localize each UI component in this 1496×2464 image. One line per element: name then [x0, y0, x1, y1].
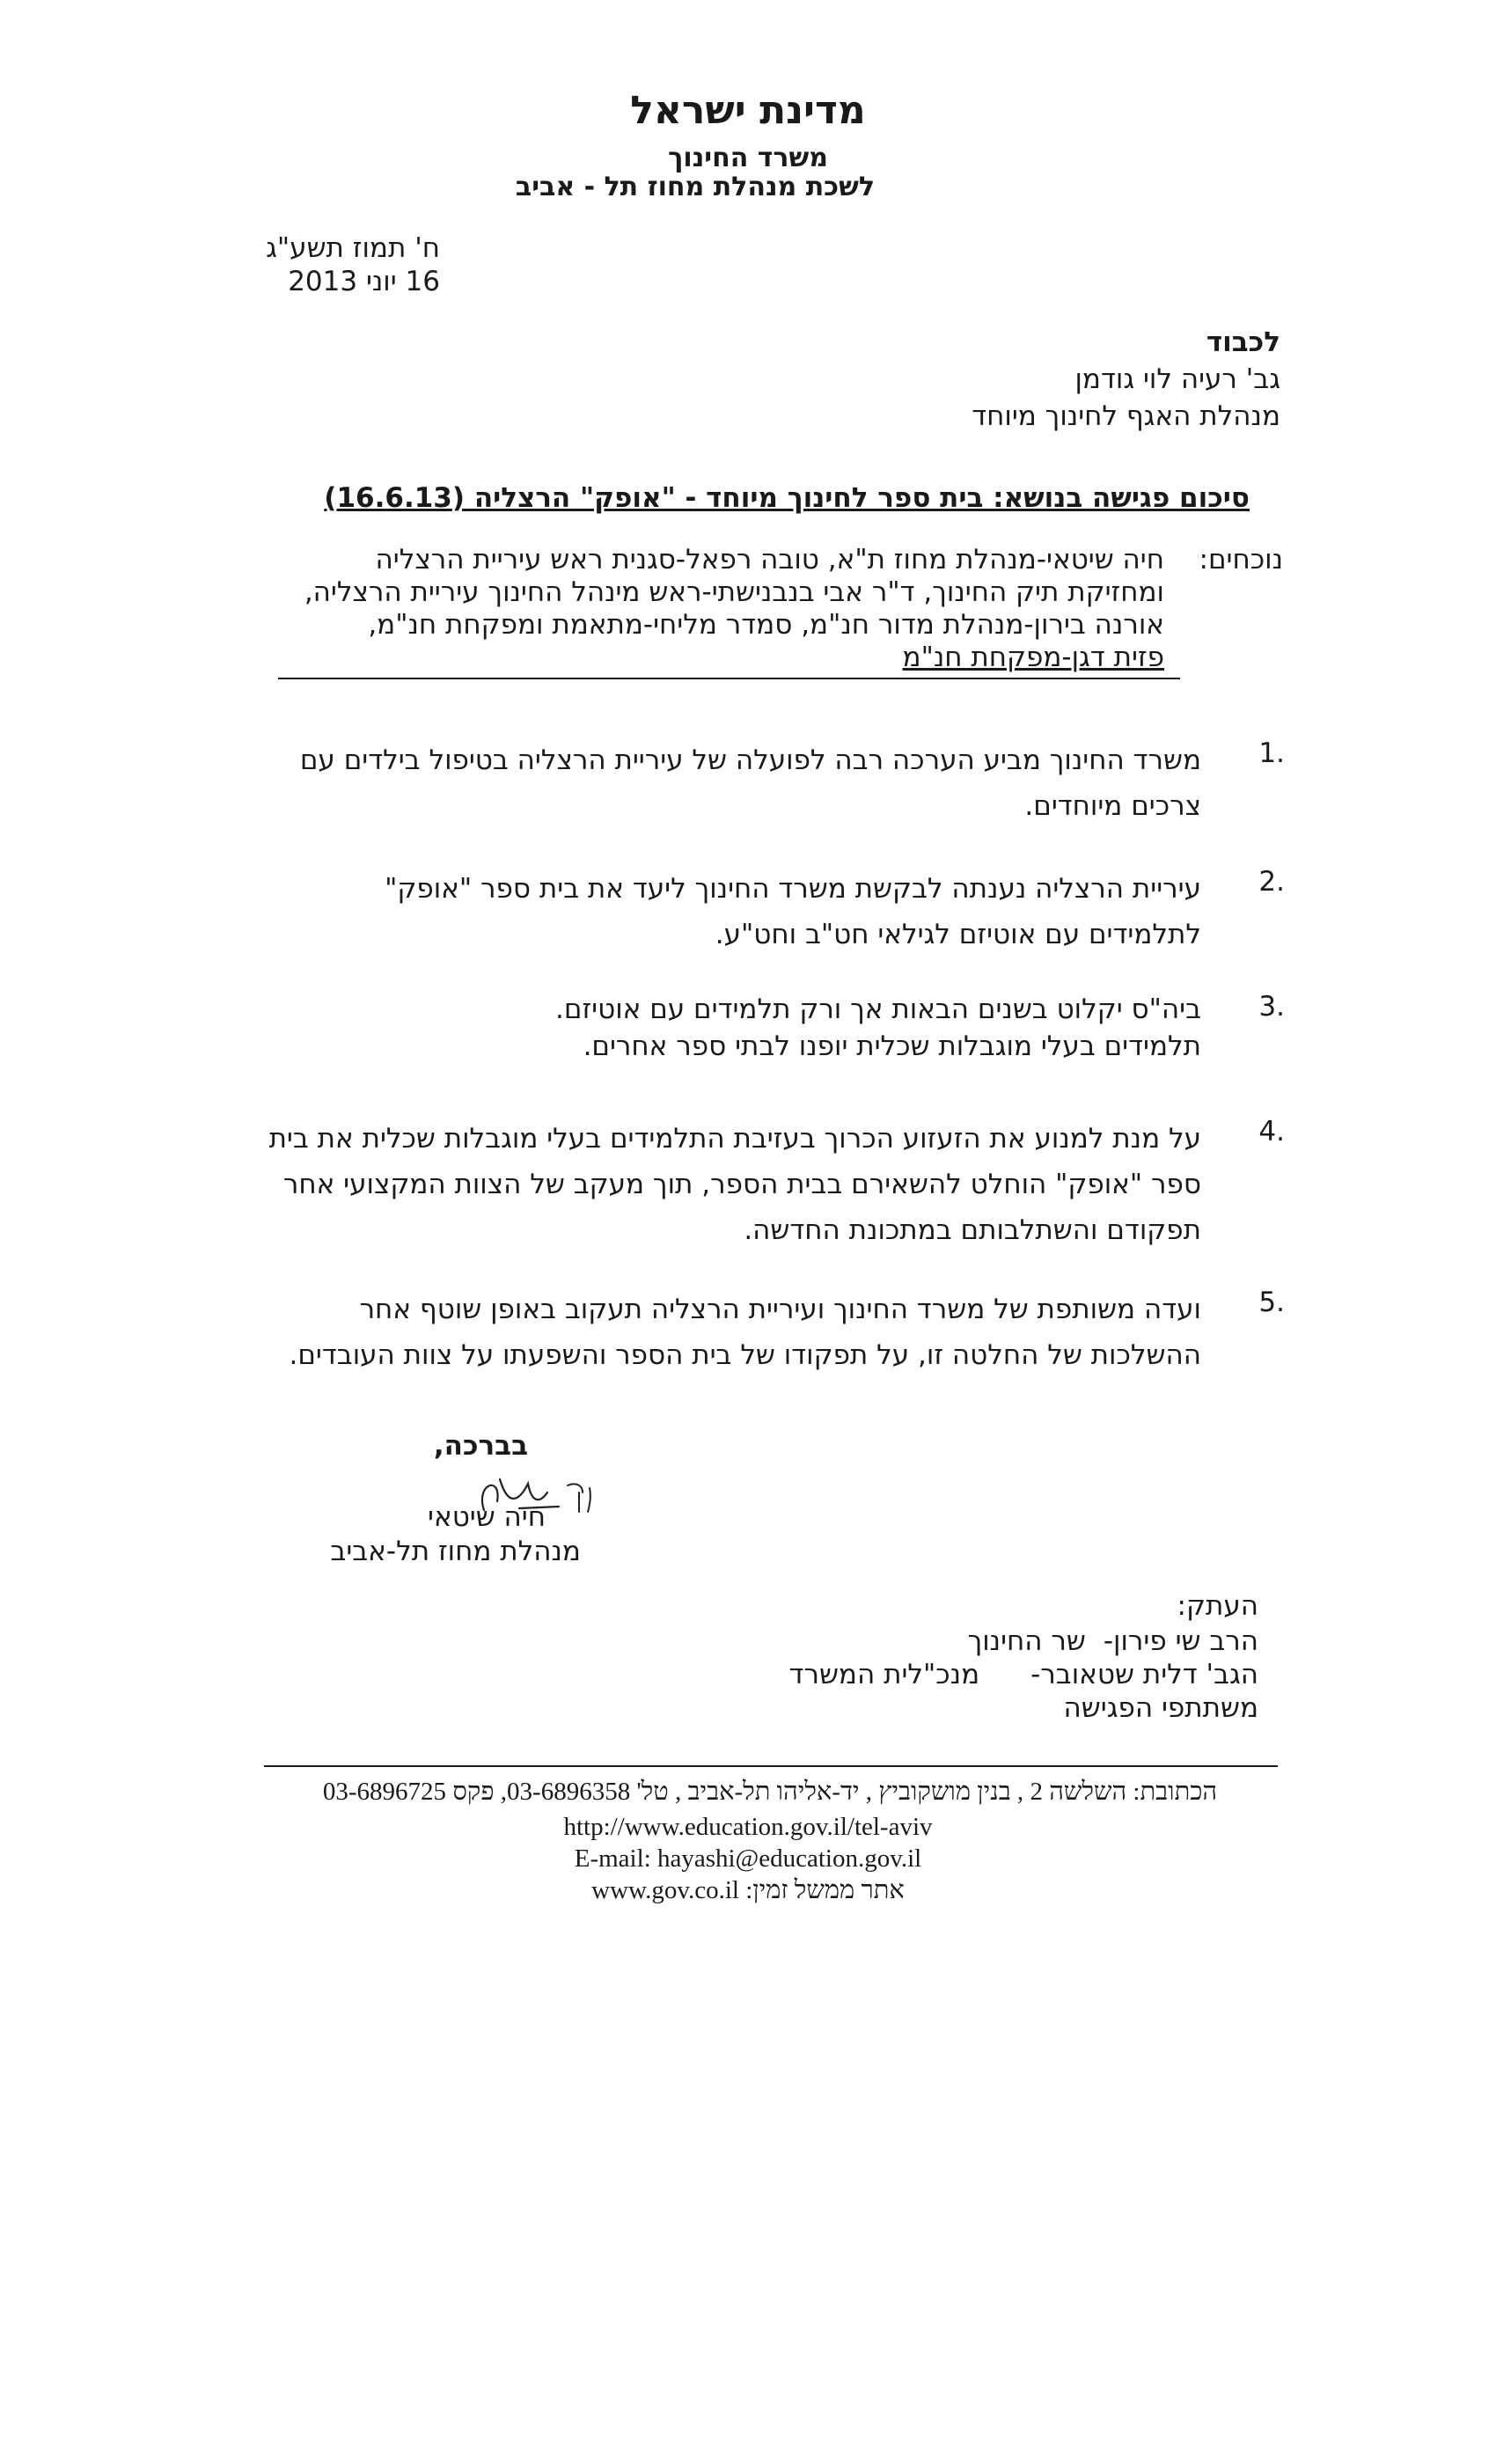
subject-line: סיכום פגישה בנושא: בית ספר לחינוך מיוחד - "אופק" הרצליה (16.6.13) — [324, 482, 1250, 514]
signatory-name: חיה שיטאי — [428, 1501, 546, 1533]
item-text — [224, 1116, 1201, 1253]
signatory-title: מנהלת מחוז תל-אביב — [330, 1536, 581, 1567]
item-line: צרכים מיוחדים. — [1024, 790, 1201, 822]
item-number: .4 — [1258, 1116, 1285, 1148]
attendees-line: אורנה בירון-מנהלת מדור חנ"מ, סמדר מליחי-מתאמת ומפקחת חנ"מ, — [368, 609, 1164, 641]
item-number: .1 — [1258, 737, 1285, 769]
item-number: .2 — [1258, 866, 1285, 898]
cc-recipient-name: הגב' דלית שטאובר- — [1030, 1659, 1258, 1690]
footer-gov-site[interactable]: www.gov.co.il :אתר ממשל זמין — [591, 1876, 905, 1904]
attendees-label: נוכחים: — [1199, 544, 1283, 576]
footer-address: הכתובת: השלשה 2 , בנין מושקוביץ , יד-אליהו תל-אביב , טל' 03-6896358, פקס 03-6896725 — [322, 1778, 1218, 1806]
date-gregorian: 16 יוני 2013 — [288, 266, 440, 297]
date-hebrew: ח' תמוז תשע"ג — [266, 232, 440, 264]
attendees-list — [196, 544, 1164, 674]
item-text — [224, 737, 1201, 829]
cc-recipient-name: משתתפי הפגישה — [1063, 1692, 1258, 1724]
item-text — [224, 866, 1201, 957]
item-number: .3 — [1258, 991, 1285, 1023]
item-text — [224, 1287, 1201, 1378]
cc-recipient-role: מנכ"לית המשרד — [788, 1659, 980, 1690]
item-line: ועדה משותפת של משרד החינוך ועיריית הרצליה תעקוב באופן שוטף אחר — [359, 1294, 1201, 1325]
item-line: לתלמידים עם אוטיזם לגילאי חט"ב וחט"ע. — [715, 919, 1201, 950]
item-line: משרד החינוך מביע הערכה רבה לפועלה של עיריית הרצליה בטיפול בילדים עם — [299, 744, 1201, 776]
letterhead-state: מדינת ישראל — [630, 88, 866, 133]
cc-recipient-role: שר החינוך — [967, 1625, 1086, 1657]
addressee-role: מנהלת האגף לחינוך מיוחד — [972, 400, 1280, 432]
item-line: ספר "אופק" הוחלט להשאירם בבית הספר, תוך מעקב של הצוות המקצועי אחר — [282, 1169, 1201, 1200]
item-line: תפקודם והשתלבותם במתכונת החדשה. — [744, 1214, 1201, 1246]
attendees-divider — [278, 678, 1180, 679]
letterhead-office: לשכת מנהלת מחוז תל - אביב — [515, 172, 876, 202]
letterhead-ministry: משרד החינוך — [668, 143, 828, 173]
cc-recipient-name: הרב שי פירון- — [1103, 1625, 1258, 1657]
item-line: תלמידים בעלי מוגבלות שכלית יופנו לבתי ספר אחרים. — [583, 1030, 1201, 1062]
attendees-line: ומחזיקת תיק החינוך, ד"ר אבי בנבנישתי-ראש מינהל החינוך עיריית הרצליה, — [304, 576, 1164, 608]
addressee-honorific: לכבוד — [1206, 326, 1280, 358]
item-line: עיריית הרצליה נענתה לבקשת משרד החינוך ליעד את בית ספר "אופק" — [385, 873, 1201, 905]
cc-label: העתק: — [1177, 1590, 1258, 1622]
item-line: ביה"ס יקלוט בשנים הבאות אך ורק תלמידים עם אוטיזם. — [555, 994, 1201, 1025]
closing-greeting: בברכה, — [433, 1430, 528, 1462]
cc-recipient — [642, 1691, 1258, 1725]
item-number: .5 — [1258, 1287, 1285, 1318]
footer-website-link[interactable]: http://www.education.gov.il/tel-aviv — [563, 1813, 933, 1841]
addressee-name: גב' רעיה לוי גודמן — [1074, 363, 1280, 395]
attendees-line: חיה שיטאי-מנהלת מחוז ת"א, טובה רפאל-סגנית ראש עיריית הרצליה — [375, 544, 1164, 576]
item-line: ההשלכות של החלטה זו, על תפקודו של בית הספר והשפעתו על צוות העובדים. — [289, 1339, 1201, 1371]
cc-recipient — [642, 1624, 1258, 1658]
cc-recipient — [642, 1658, 1258, 1691]
footer-email-link[interactable]: E-mail: hayashi@education.gov.il — [574, 1844, 922, 1873]
footer-divider — [264, 1765, 1278, 1767]
item-text — [224, 991, 1201, 1065]
attendees-line: פזית דגן-מפקחת חנ"מ — [902, 642, 1164, 673]
item-line: על מנת למנוע את הזעזוע הכרוך בעזיבת התלמידים בעלי מוגבלות שכלית את בית — [268, 1123, 1201, 1155]
